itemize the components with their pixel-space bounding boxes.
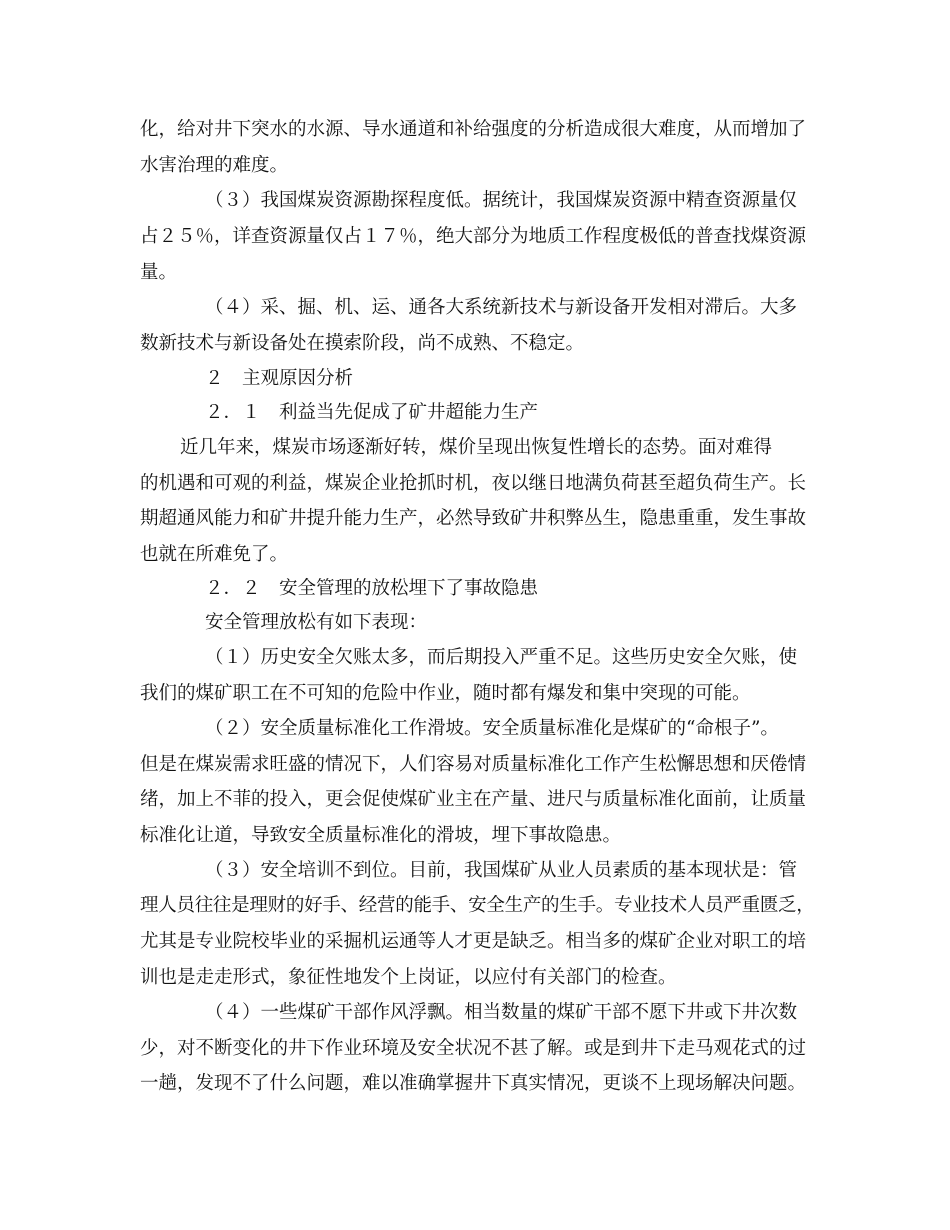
paragraph-line: 期超通风能力和矿井提升能力生产，必然导致矿井积弊丛生，隐患重重，发生事故 [140, 508, 807, 529]
subsection-heading: ２．１ 利益当先促成了矿井超能力生产 [205, 402, 539, 423]
paragraph-line: 水害治理的难度。 [140, 155, 289, 176]
paragraph-line: 理人员往往是理财的好手、经营的能手、安全生产的生手。专业技术人员严重匮乏， [140, 895, 815, 916]
paragraph-line: 近几年来，煤炭市场逐渐好转，煤价呈现出恢复性增长的态势。面对难得 [180, 437, 773, 458]
paragraph-line: 占２５％，详查资源量仅占１７％，绝大部分为地质工作程度极低的普查找煤资源 [140, 226, 807, 247]
paragraph-line: 少，对不断变化的井下作业环境及安全状况不甚了解。或是到井下走马观花式的过 [140, 1038, 807, 1059]
paragraph-line: 化，给对井下突水的水源、导水通道和补给强度的分析造成很大难度，从而增加了 [140, 119, 807, 140]
paragraph-line: （３）安全培训不到位。目前，我国煤矿从业人员素质的基本现状是：管 [205, 860, 798, 881]
paragraph-line: 数新技术与新设备处在摸索阶段，尚不成熟、不稳定。 [140, 333, 585, 354]
paragraph-line: （２）安全质量标准化工作滑坡。安全质量标准化是煤矿的“命根子”。 [205, 718, 779, 739]
paragraph-line: 量。 [140, 262, 178, 283]
section-heading: ２ 主观原因分析 [205, 368, 354, 389]
paragraph-line: 但是在煤炭需求旺盛的情况下，人们容易对质量标准化工作产生松懈思想和厌倦情 [140, 754, 807, 775]
paragraph-line: 绪，加上不菲的投入，更会促使煤矿业主在产量、进尺与质量标准化面前，让质量 [140, 789, 807, 810]
paragraph-line: 训也是走走形式，象征性地发个上岗证，以应付有关部门的检查。 [140, 967, 677, 988]
paragraph-line: 的机遇和可观的利益，煤炭企业抢抓时机，夜以继日地满负荷甚至超负荷生产。长 [140, 473, 807, 494]
paragraph-line: （４）一些煤矿干部作风浮飘。相当数量的煤矿干部不愿下井或下井次数 [205, 1002, 798, 1023]
subsection-heading: ２．２ 安全管理的放松埋下了事故隐患 [205, 578, 539, 599]
paragraph-line: 安全管理放松有如下表现： [205, 612, 428, 633]
paragraph-line: 标准化让道，导致安全质量标准化的滑坡，埋下事故隐患。 [140, 825, 622, 846]
paragraph-line: （４）采、掘、机、运、通各大系统新技术与新设备开发相对滞后。大多 [205, 297, 798, 318]
paragraph-line: （３）我国煤炭资源勘探程度低。据统计，我国煤炭资源中精查资源量仅 [205, 190, 798, 211]
paragraph-line: 尤其是专业院校毕业的采掘机运通等人才更是缺乏。相当多的煤矿企业对职工的培 [140, 931, 807, 952]
paragraph-line: 一趟，发现不了什么问题，难以准确掌握井下真实情况，更谈不上现场解决问题。 [140, 1073, 807, 1094]
paragraph-line: 也就在所难免了。 [140, 544, 289, 565]
paragraph-line: 我们的煤矿职工在不可知的危险中作业，随时都有爆发和集中突现的可能。 [140, 683, 751, 704]
paragraph-line: （１）历史安全欠账太多，而后期投入严重不足。这些历史安全欠账，使 [205, 647, 798, 668]
